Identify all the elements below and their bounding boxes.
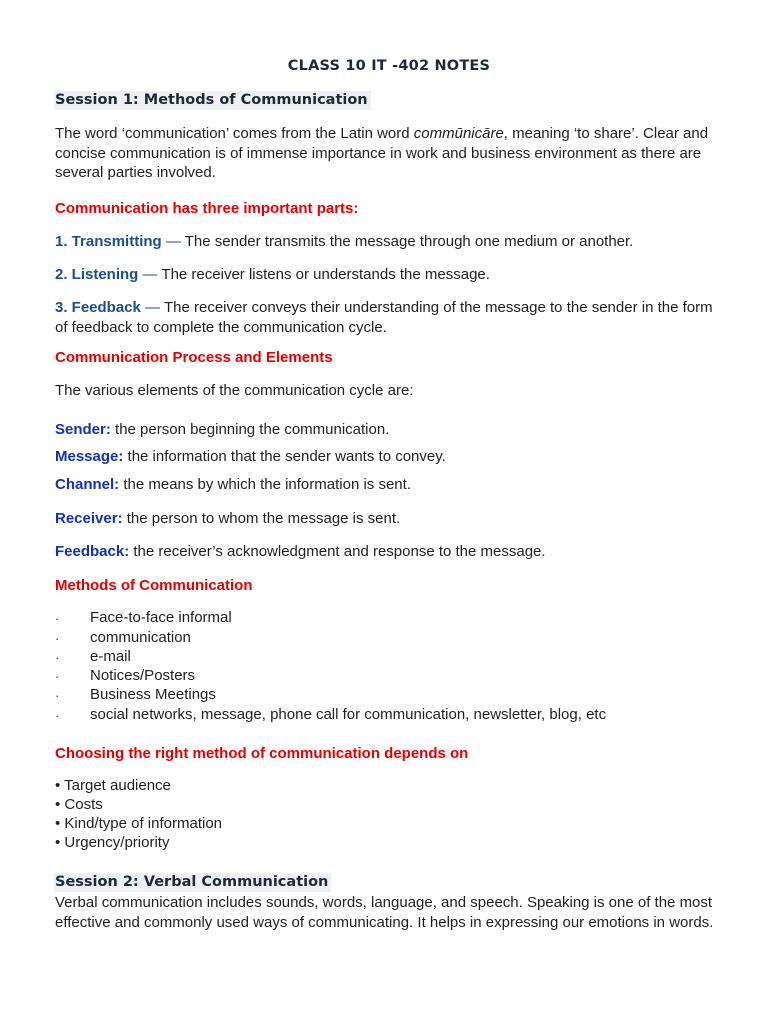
bullet-dot: · — [55, 631, 60, 646]
list-item: • Costs — [55, 796, 103, 813]
session-1-heading: Session 1: Methods of Communication — [54, 91, 371, 110]
methods-heading: Methods of Communication — [55, 577, 253, 594]
bullet-dot: · — [55, 669, 60, 684]
element-item — [55, 509, 735, 529]
process-heading: Communication Process and Elements — [55, 349, 333, 366]
element-text: the receiver’s acknowledgment and response to the message. — [129, 543, 546, 560]
bullet-dot: · — [55, 611, 60, 626]
list-item: • Kind/type of information — [55, 815, 223, 832]
part-item — [55, 265, 735, 285]
list-item: Notices/Posters — [90, 667, 196, 684]
element-text: the means by which the information is sent. — [119, 476, 411, 493]
element-text: the person to whom the message is sent. — [122, 510, 401, 527]
element-text: the information that the sender wants to convey. — [123, 448, 446, 465]
bullet-dot: · — [55, 650, 60, 665]
list-item: e-mail — [90, 648, 131, 665]
part-item — [55, 232, 735, 252]
bullet-dot: · — [55, 708, 60, 723]
list-item: communication — [90, 629, 191, 646]
part-dash: — — [138, 266, 162, 283]
part-item — [55, 298, 715, 337]
list-item: Business Meetings — [90, 686, 216, 703]
part-dash: — — [161, 233, 185, 250]
list-item: social networks, message, phone call for communication, newsletter, blog, etc — [90, 706, 607, 723]
element-item — [55, 420, 735, 440]
latin-word: commūnicāre — [413, 125, 504, 142]
element-term: Channel: — [55, 476, 120, 493]
part-dash: — — [140, 299, 164, 316]
list-item: • Urgency/priority — [55, 834, 170, 851]
session-2-intro: Verbal communication includes sounds, words, language, and speech. Speaking is one of the most effective and commonly used ways of communicating. It helps in expressing our emotions in words. — [55, 894, 714, 931]
element-item — [55, 542, 735, 562]
element-item — [55, 475, 735, 495]
part-text: The receiver conveys their understanding of the message to the sender in the form of feedback to complete the communication cycle. — [55, 299, 713, 336]
part-text: The receiver listens or understands the message. — [161, 266, 490, 283]
intro-text-start: The word ‘communication’ comes from the Latin word — [55, 125, 414, 142]
session-1-intro — [55, 124, 725, 183]
session-2-heading: Session 2: Verbal Communication — [54, 873, 331, 892]
element-term: Message: — [55, 448, 124, 465]
element-item — [55, 447, 735, 467]
session-2-heading-wrap — [54, 873, 331, 892]
list-item: Face-to-face informal — [90, 609, 232, 626]
document-title: CLASS 10 IT -402 NOTES — [287, 58, 491, 74]
part-label: 2. Listening — [55, 266, 139, 283]
session-1-heading-wrap — [54, 91, 371, 110]
parts-heading: Communication has three important parts: — [55, 200, 359, 217]
part-text: The sender transmits the message through one medium or another. — [184, 233, 634, 250]
element-term: Feedback: — [55, 543, 130, 560]
choosing-heading: Choosing the right method of communication depends on — [55, 745, 469, 762]
element-term: Receiver: — [55, 510, 123, 527]
element-term: Sender: — [55, 421, 111, 438]
part-label: 3. Feedback — [55, 299, 141, 316]
process-intro: The various elements of the communication cycle are: — [55, 382, 414, 399]
part-label: 1. Transmitting — [55, 233, 162, 250]
element-text: the person beginning the communication. — [110, 421, 390, 438]
intro-text-end: , meaning ‘to share’. Clear and concise communication is of immense importance in work and business environment as there are several parties involved. — [55, 125, 709, 181]
bullet-dot: · — [55, 688, 60, 703]
list-item: • Target audience — [55, 777, 171, 794]
